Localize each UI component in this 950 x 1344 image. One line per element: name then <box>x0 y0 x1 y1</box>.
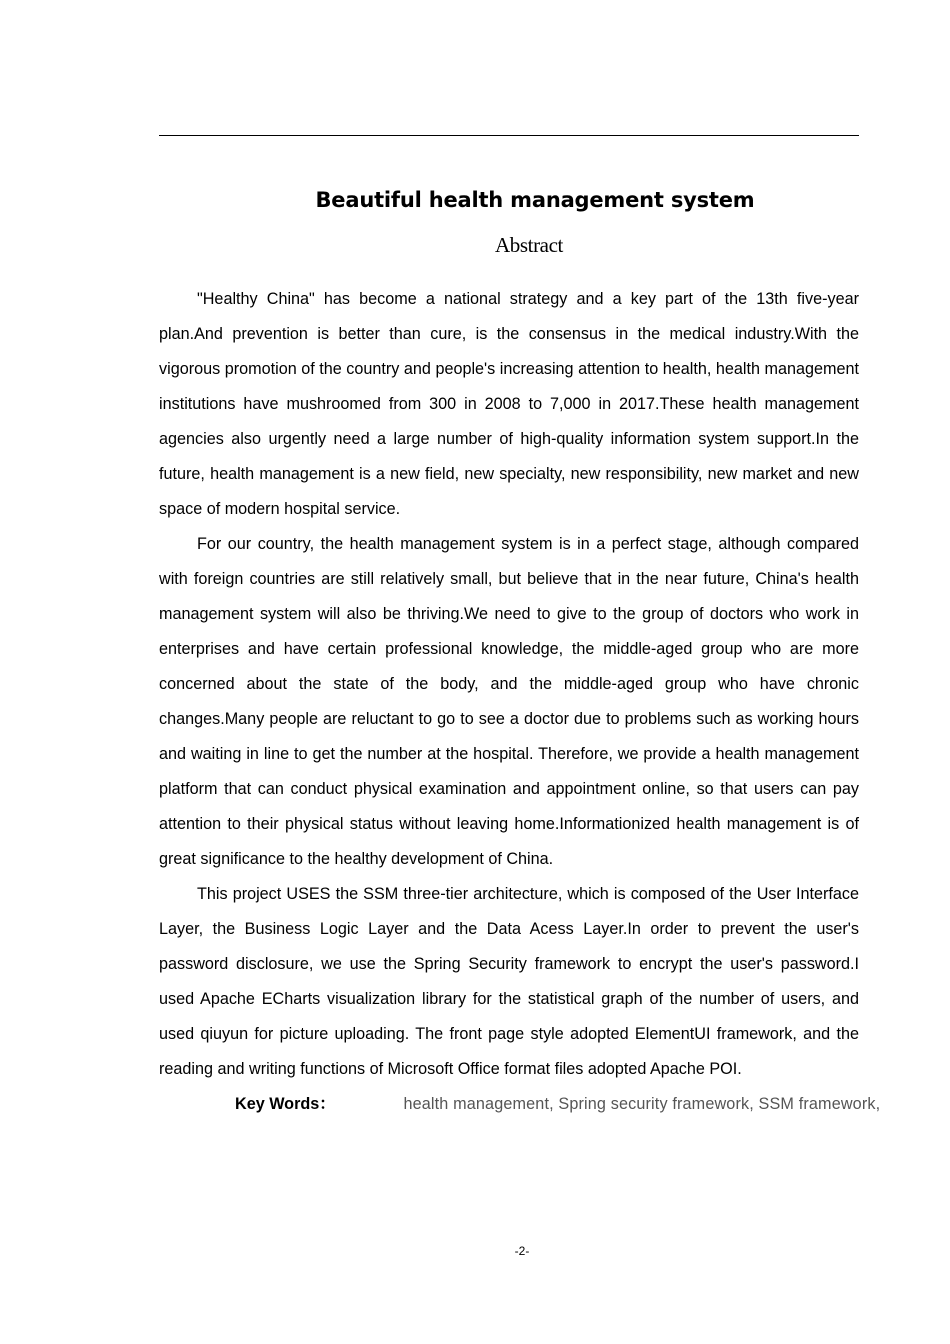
keywords-line <box>159 1087 881 1122</box>
abstract-paragraph-2: For our country, the health management system is in a perfect stage, although compared with foreign countries are still relatively small, but believe that in the near future, China's health management system will also be thriving.We need to give to the group of doctors who work in enterprises and have certain professional knowledge, the middle-aged group who are more concerned about the state of the body, and the middle-aged group who have chronic changes.Many people are reluctant to go to see a doctor due to problems such as working hours and waiting in line to get the number at the hospital. Therefore, we provide a health management platform that can conduct physical examination and appointment online, so that users can pay attention to their physical status without leaving home.Informationized health management is of great significance to the healthy development of China. <box>159 535 859 868</box>
document-title: Beautiful health management system <box>315 188 755 212</box>
abstract-paragraph-1: "Healthy China" has become a national strategy and a key part of the 13th five-year plan.And prevention is better than cure, is the consensus in the medical industry.With the vigorous promotion of the country and people's increasing attention to health, health management institutions have mushroomed from 300 in 2008 to 7,000 in 2017.These health management agencies also urgently need a large number of high-quality information system support.In the future, health management is a new field, new specialty, new responsibility, new market and new space of modern hospital service. <box>159 290 859 518</box>
abstract-body <box>159 282 881 1122</box>
abstract-heading: Abstract <box>495 233 563 257</box>
header-rule <box>159 135 859 136</box>
page-number: -2- <box>514 1244 530 1258</box>
keywords-label: Key Words： <box>235 1095 336 1113</box>
keywords-values: health management, Spring security framework, SSM framework, <box>403 1095 881 1113</box>
abstract-paragraph-3: This project USES the SSM three-tier architecture, which is composed of the User Interface Layer, the Business Logic Layer and the Data Acess Layer.In order to prevent the user's password disclosure, we use the Spring Security framework to encrypt the user's password.I used Apache ECharts visualization library for the statistical graph of the number of users, and used qiuyun for picture uploading. The front page style adopted ElementUI framework, and the reading and writing functions of Microsoft Office format files adopted Apache POI. <box>159 885 859 1078</box>
